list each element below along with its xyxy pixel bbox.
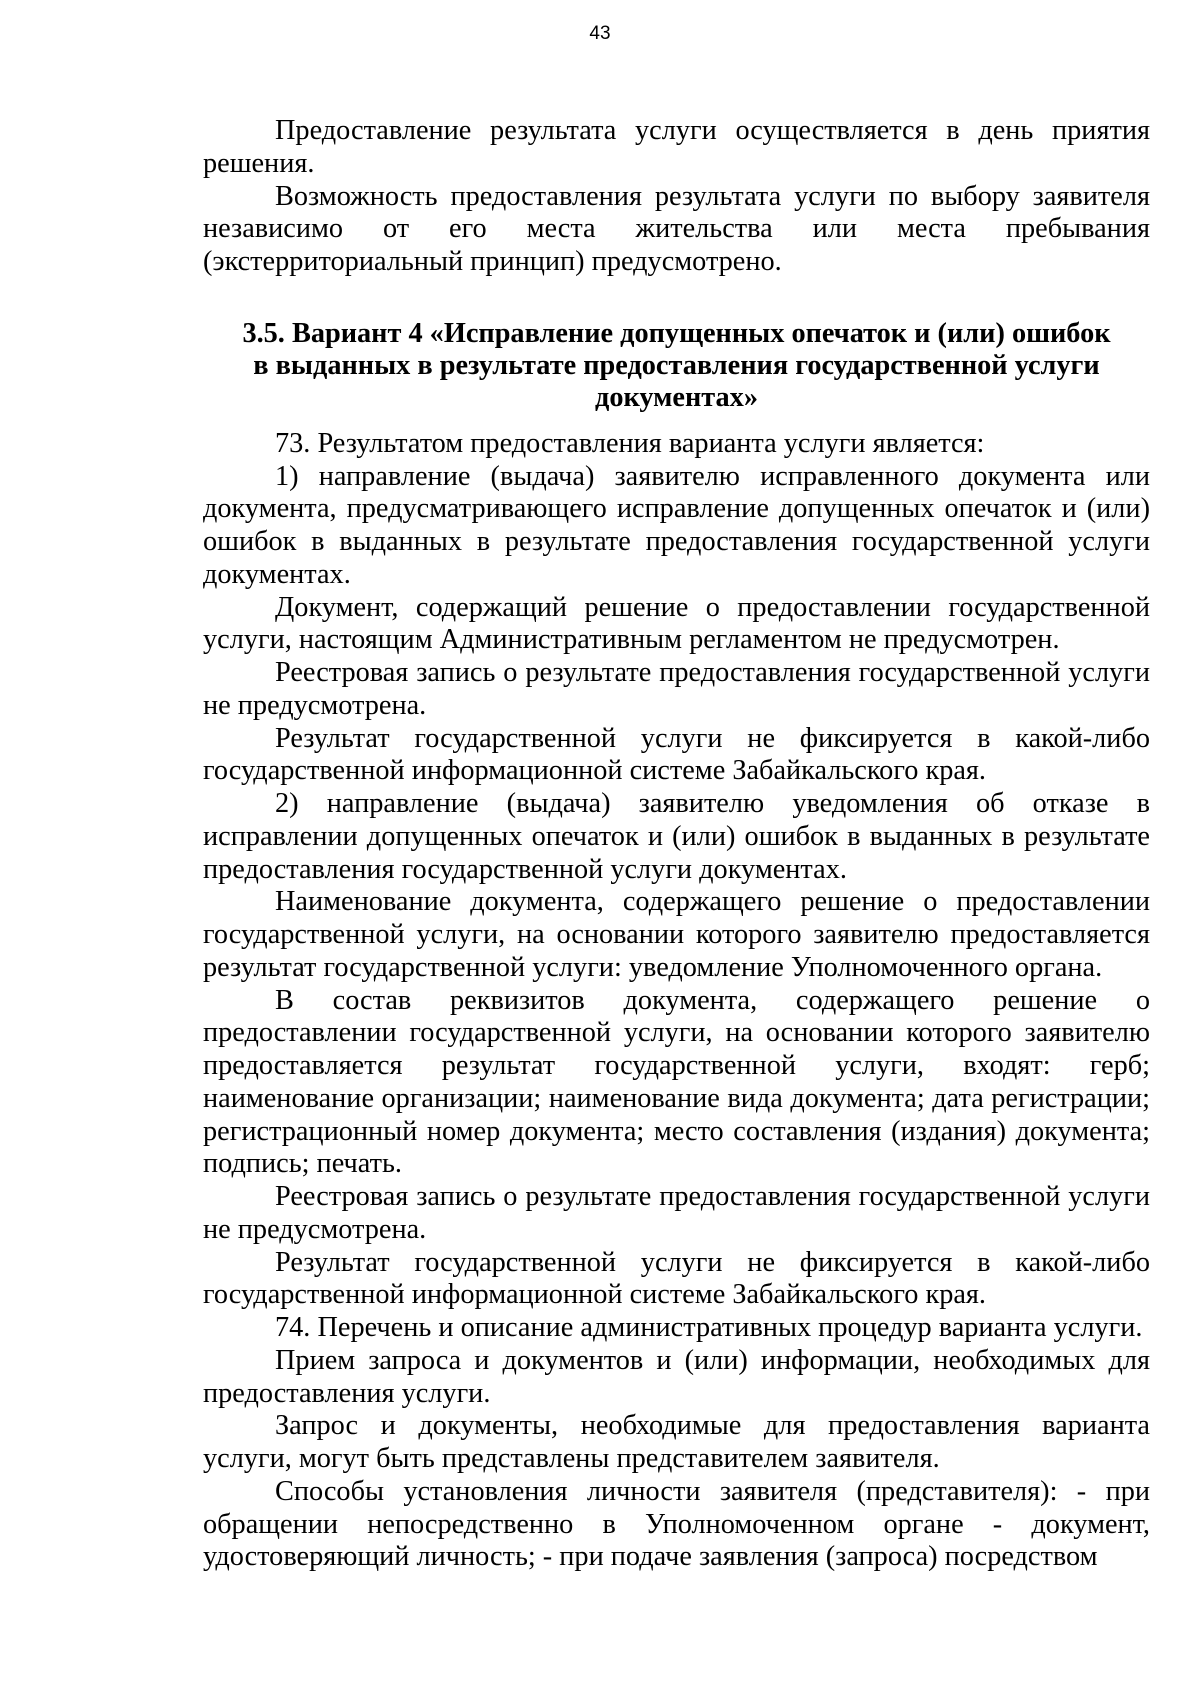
page-number: 43 bbox=[589, 23, 611, 44]
paragraph: Реестровая запись о результате предоставления государственной услуги не предусмотрена. bbox=[203, 1181, 1150, 1245]
paragraph: Возможность предоставления результата услуги по выбору заявителя независимо от его места жительства или места пребывания (экстерриториальный принцип) предусмотрено. bbox=[203, 180, 1150, 277]
paragraph: Реестровая запись о результате предоставления государственной услуги не предусмотрена. bbox=[203, 657, 1150, 721]
paragraph: 74. Перечень и описание административных процедур варианта услуги. bbox=[275, 1312, 1143, 1343]
paragraph: В состав реквизитов документа, содержащего решение о предоставлении государственной услуги, на основании которого заявителю предоставляется результат государственной услуги, входят: герб; наименование организации; наименование вида документа; дата регистрации; регистрационный номер документа; место составления (издания) документа; подпись; печать. bbox=[203, 984, 1150, 1180]
paragraph: Наименование документа, содержащего решение о предоставлении государственной услуги, на основании которого заявителю предоставляется результат государственной услуги: уведомление Уполномоченного органа. bbox=[203, 886, 1150, 983]
document-body bbox=[203, 115, 1150, 1574]
section-heading-line: документах» bbox=[595, 381, 758, 413]
paragraph: 1) направление (выдача) заявителю исправленного документа или документа, предусматривающего исправление допущенных опечаток и (или) ошибок в выданных в результате предоставления государственной услуги документах. bbox=[203, 460, 1150, 590]
paragraph: Результат государственной услуги не фиксируется в какой-либо государственной информационной системе Забайкальского края. bbox=[203, 722, 1150, 787]
paragraph: Результат государственной услуги не фиксируется в какой-либо государственной информационной системе Забайкальского края. bbox=[203, 1246, 1150, 1311]
paragraph: Предоставление результата услуги осуществляется в день приятия решения. bbox=[203, 115, 1150, 179]
paragraph: Запрос и документы, необходимые для предоставления варианта услуги, могут быть представлены представителем заявителя. bbox=[203, 1410, 1150, 1474]
paragraph: 73. Результатом предоставления варианта услуги является: bbox=[275, 427, 985, 459]
section-heading-line: в выданных в результате предоставления государственной услуги bbox=[253, 349, 1100, 381]
paragraph: Прием запроса и документов и (или) информации, необходимых для предоставления услуги. bbox=[203, 1344, 1150, 1409]
paragraph: Способы установления личности заявителя (представителя): - при обращении непосредственно в Уполномоченном органе - документ, удостоверяющий личность; - при подаче заявления (запроса) посредством bbox=[203, 1475, 1150, 1573]
section-heading bbox=[203, 318, 1150, 414]
paragraph: Документ, содержащий решение о предоставлении государственной услуги, настоящим Административным регламентом не предусмотрен. bbox=[203, 591, 1150, 656]
paragraph: 2) направление (выдача) заявителю уведомления об отказе в исправлении допущенных опечаток и (или) ошибок в выданных в результате предоставления государственной услуги документах. bbox=[203, 788, 1150, 885]
section-heading-line: 3.5. Вариант 4 «Исправление допущенных опечаток и (или) ошибок bbox=[242, 317, 1111, 349]
